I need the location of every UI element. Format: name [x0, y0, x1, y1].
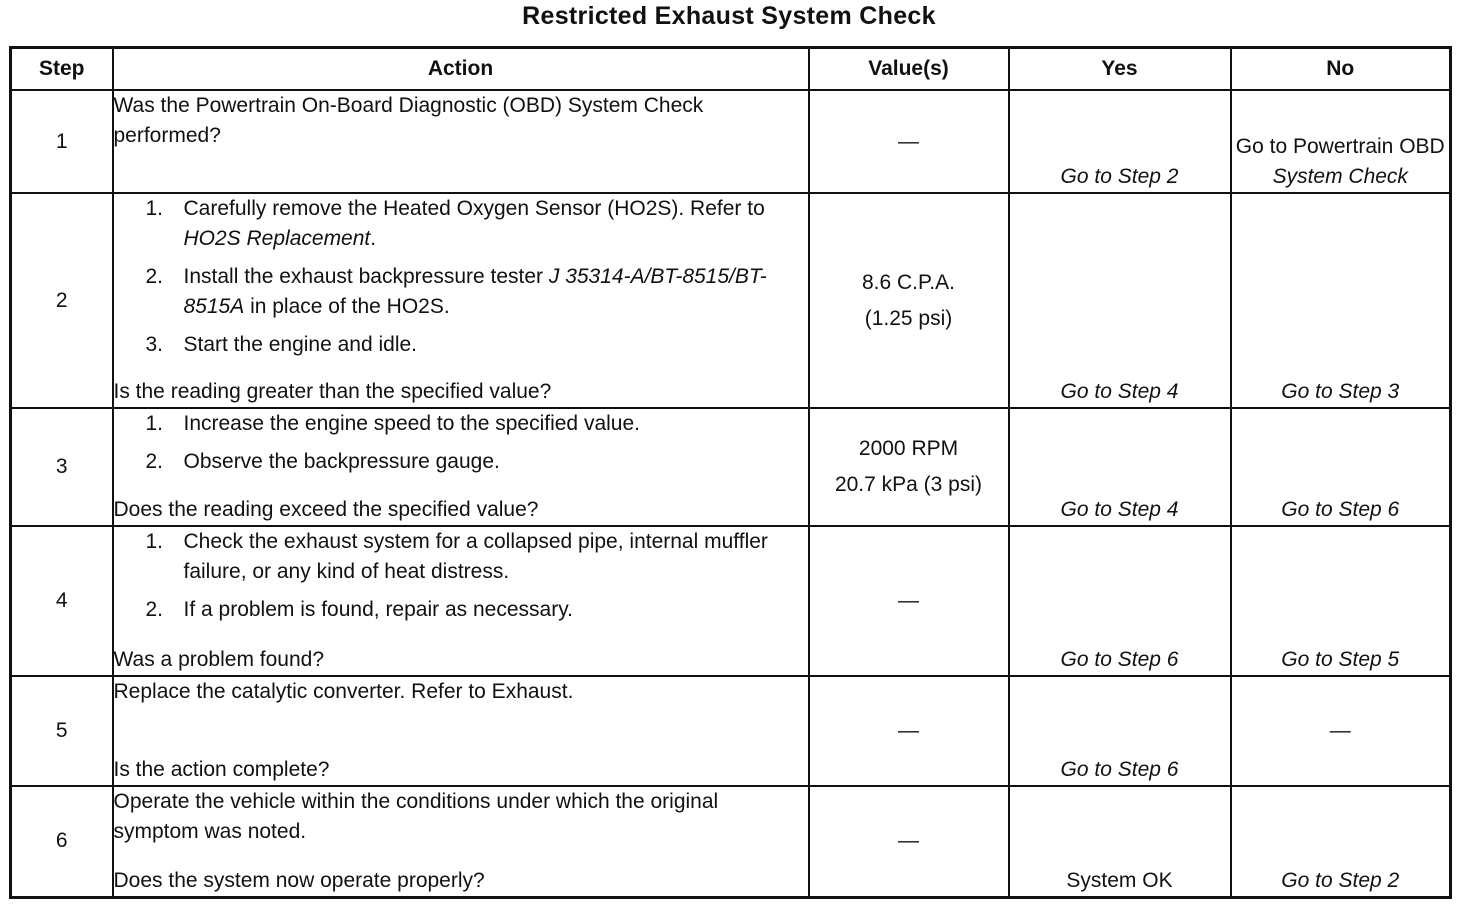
action-question: Is the action complete?	[113, 758, 330, 781]
header-no: No	[1231, 48, 1451, 91]
header-yes: Yes	[1009, 48, 1231, 91]
table-row	[11, 193, 1451, 408]
action-step-text	[184, 595, 808, 625]
header-row	[11, 48, 1451, 91]
yes-cell	[1009, 786, 1231, 897]
step-number: 4	[11, 526, 113, 676]
action-step-text-pre: Check the exhaust system for a collapsed pipe, internal muffler failure, or any kind of heat distress.	[183, 530, 768, 583]
no-action-reference: Go to Step 6	[1281, 498, 1400, 521]
action-step-text-pre: Carefully remove the Heated Oxygen Sensor (HO2S). Refer to	[183, 197, 765, 220]
step-number: 3	[11, 408, 113, 526]
action-step-item	[114, 447, 808, 477]
action-question: Is the reading greater than the specified value?	[113, 380, 552, 403]
action-step-text-pre: Start the engine and idle.	[183, 333, 418, 356]
action-cell	[113, 786, 809, 897]
value-line: 8.6 C.P.A.	[861, 270, 955, 294]
step-number: 1	[11, 90, 113, 193]
action-step-item	[114, 330, 808, 360]
step-number: 6	[11, 786, 113, 897]
action-step-number: 2.	[145, 450, 164, 473]
no-action-reference: Go to Step 3	[1281, 380, 1400, 403]
yes-cell	[1009, 193, 1231, 408]
value-line: —	[898, 129, 919, 153]
action-step-number: 2.	[145, 265, 164, 288]
action-step-text-post: in place of the HO2S.	[244, 295, 450, 318]
value-line: —	[898, 719, 919, 742]
action-step-text-pre: Observe the backpressure gauge.	[183, 450, 500, 473]
action-cell	[113, 526, 809, 676]
value-cell	[809, 193, 1009, 408]
yes-action: Go to Step 6	[1060, 648, 1179, 671]
action-cell	[113, 676, 809, 786]
action-question: Was a problem found?	[113, 648, 325, 671]
no-cell	[1231, 90, 1451, 193]
no-cell	[1231, 786, 1451, 897]
value-cell	[809, 786, 1009, 897]
yes-cell	[1009, 90, 1231, 193]
header-step: Step	[11, 48, 113, 91]
yes-cell	[1009, 526, 1231, 676]
yes-cell	[1009, 676, 1231, 786]
action-step-text-pre: If a problem is found, repair as necessary.	[183, 598, 573, 621]
table-row	[11, 786, 1451, 897]
action-cell	[113, 90, 809, 193]
value-line: 20.7 kPa (3 psi)	[834, 473, 983, 496]
action-step-text	[184, 262, 808, 322]
action-step-item	[114, 595, 808, 625]
step-number: 2	[11, 193, 113, 408]
yes-action: Go to Step 4	[1060, 498, 1179, 521]
action-step-text	[184, 330, 808, 360]
yes-action: System OK	[1066, 868, 1173, 892]
action-step-number: 3.	[145, 333, 164, 356]
value-line: —	[898, 829, 919, 853]
action-step-number: 2.	[145, 598, 164, 621]
action-step-item	[114, 194, 808, 254]
action-step-text-pre: Install the exhaust backpressure tester	[183, 265, 549, 288]
action-step-text-post: .	[370, 227, 377, 250]
table-row	[11, 526, 1451, 676]
action-step-item	[114, 262, 808, 322]
document-title: Restricted Exhaust System Check	[522, 2, 936, 30]
action-intro: Operate the vehicle within the conditions under which the original symptom was noted.	[113, 790, 719, 843]
action-cell	[113, 408, 809, 526]
value-cell	[809, 408, 1009, 526]
value-cell	[809, 676, 1009, 786]
header-values: Value(s)	[809, 48, 1009, 91]
action-step-text	[184, 447, 808, 477]
action-question: Does the system now operate properly?	[113, 868, 485, 892]
action-step-number: 1.	[145, 197, 164, 220]
value-cell	[809, 526, 1009, 676]
yes-action: Go to Step 4	[1060, 380, 1179, 403]
no-cell	[1231, 526, 1451, 676]
header-action: Action	[113, 48, 809, 91]
table-row	[11, 676, 1451, 786]
no-cell	[1231, 676, 1451, 786]
value-cell	[809, 90, 1009, 193]
diagnostic-table	[9, 46, 1452, 899]
step-number: 5	[11, 676, 113, 786]
action-step-number: 1.	[145, 412, 164, 435]
action-intro: Replace the catalytic converter. Refer to Exhaust.	[113, 680, 574, 703]
no-action: —	[1329, 719, 1351, 742]
action-step-number: 1.	[145, 530, 164, 553]
action-question: Does the reading exceed the specified value?	[113, 498, 539, 521]
no-action-text: Go to Powertrain OBD	[1235, 135, 1445, 158]
action-step-text	[184, 527, 808, 587]
action-step-text	[184, 409, 808, 439]
action-step-text	[184, 194, 808, 254]
action-step-reference: HO2S Replacement	[183, 227, 371, 250]
yes-action: Go to Step 2	[1060, 165, 1179, 188]
value-line: (1.25 psi)	[864, 306, 953, 330]
action-cell	[113, 193, 809, 408]
action-step-item	[114, 527, 808, 587]
action-step-item	[114, 409, 808, 439]
value-line: 2000 RPM	[858, 437, 959, 460]
action-steps-list	[114, 194, 808, 368]
no-action-reference: System Check	[1272, 165, 1408, 188]
action-step-reference: J 35314-A/BT-8515/BT-8515A	[183, 265, 767, 318]
no-cell	[1231, 408, 1451, 526]
no-cell	[1231, 193, 1451, 408]
table-row	[11, 90, 1451, 193]
yes-action: Go to Step 6	[1060, 758, 1179, 781]
action-step-text-pre: Increase the engine speed to the specified value.	[183, 412, 640, 435]
action-steps-list	[114, 409, 808, 485]
no-action-reference: Go to Step 2	[1281, 868, 1400, 892]
table-row	[11, 408, 1451, 526]
action-steps-list	[114, 527, 808, 633]
yes-cell	[1009, 408, 1231, 526]
action-intro: Was the Powertrain On-Board Diagnostic (OBD) System Check performed?	[113, 94, 704, 147]
value-line: —	[898, 589, 919, 612]
no-action-reference: Go to Step 5	[1281, 648, 1400, 671]
